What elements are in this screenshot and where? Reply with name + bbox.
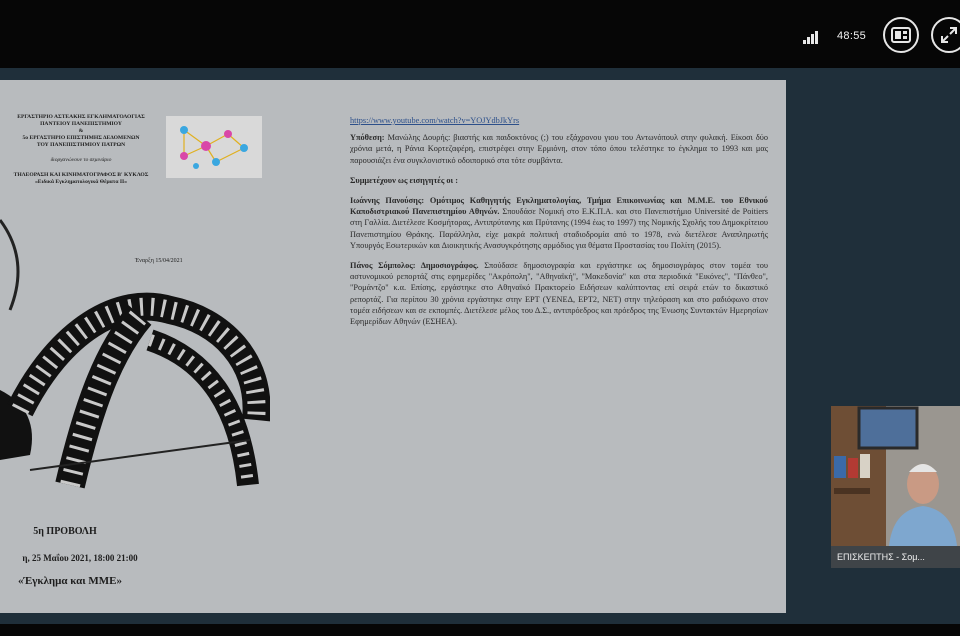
org-header-line: 5ο ΕΡΓΑΣΤΗΡΙΟ ΕΠΙΣΤΗΜΗΣ ΔΕΔΟΜΕΝΩΝ	[22, 135, 140, 141]
screening-theme: «Έγκλημα και ΜΜΕ»	[17, 575, 122, 587]
participants-heading: Συμμετέχουν ως εισηγητές οι :	[350, 175, 458, 185]
bottom-bar	[0, 624, 960, 636]
top-bar	[0, 0, 960, 68]
org-header-line: ΠΑΝΤΕΙΟΥ ΠΑΝΕΠΙΣΤΗΜΙΟΥ	[40, 121, 122, 127]
speaker-1-name: Ιωάννης Πανούσης: Ομότιμος Καθηγητής Εγκληματολογίας, Τμήμα Επικοινωνίας και Μ.Μ.Ε. του Εθνικού Καποδιστριακού Πανεπιστημίου Αθηνών.	[350, 196, 768, 217]
slide-description	[350, 115, 768, 336]
synopsis-label: Υπόθεση:	[350, 133, 385, 143]
speaker-2-name: Πάνος Σόμπολος: Δημοσιογράφος.	[350, 261, 479, 271]
speaker-2-bio: Σπούδασε δημοσιογραφία και εργάστηκε ως δημοσιογράφος στον τομέα του αστυνομικού ρεπορτάζ στις εφημερίδες "Ακρόπολη", "Αθηναϊκή", "Μακεδονία" και στα περιοδικά "Εικόνες", "Πάνθεο", "Ρομάντζο" κ.α. Επίσης, εργάστηκε στο Αθηναϊκό Πρακτορείο Ειδήσεων καλύπτοντας επί σειρά ετών το δικαστικό ρεπορτάζ. Για περίπου 30 χρόνια εργάστηκε στην ΕΡΤ (ΥΕΝΕΔ, ΕΡΤ2, ΝΕΤ) στην τηλεόραση και στο ραδιόφωνο στον τομέα ειδήσεων και σε εκπομπές. Διετέλεσε μέλος του Δ.Σ., αντιπρόεδρος και πρόεδρος της Ένωσης Συντακτών Ημερησίων Εφημερίδων Αθηνών (ΕΣΗΕΑ).	[350, 261, 768, 327]
participant-video-tile[interactable]	[831, 406, 960, 568]
speaker-2-paragraph	[350, 260, 768, 327]
signal-strength-icon	[803, 30, 821, 44]
synopsis-text: Μανώλης Δουρής: βιαστής και παιδοκτόνος (;) του εξάχρονου γιου του Αντωνόπουλ στην φυλακή. Είκοσι δύο χρόνια μετά, η Ράνια Κορτεζαφέρη, επιστρέφει στην Ερμιόνη, στον τόπο όπου τελέστηκε το έγκλημα το 1993 και μας παρουσιάζει ένα συγκλονιστικό οδοιπορικό στα τότε συμβάντα.	[350, 133, 769, 165]
layout-switch-button[interactable]	[883, 17, 919, 53]
fullscreen-icon	[940, 26, 958, 44]
org-header-line: ΕΡΓΑΣΤΗΡΙΟ ΑΣΤΕΑΚΗΣ ΕΓΚΛΗΜΑΤΟΛΟΓΙΑΣ	[17, 114, 145, 120]
youtube-link[interactable]: https://www.youtube.com/watch?v=YOJYdbJkYrs	[350, 116, 520, 125]
speaker-1-bio: Σπουδάσε Νομική στο Ε.Κ.Π.Α. και στο Πανεπιστήμιο Université de Poitiers στη Γαλλία. Διετέλεσε Κοσμήτορας, Αντιπρύτανης και Πρύτανης (1994 έως το 1997) της Νομικής Σχολής του Δημοκρίτειου Πανεπιστημίου Θράκης. Παράλληλα, είχε μακρά πολιτική σταδιοδρομία από το 1978, ενώ διετέλεσε Αναπληρωτής Υπουργός Εσωτερικών και Διοικητικής Ανασυγκρότησης αρμόδιος για θέματα Προστασίας του Πολίτη (2015).	[350, 207, 769, 250]
series-subtitle: «Ειδικά Εγκληματολογικά Θέματα II»	[34, 179, 128, 185]
network-logo	[166, 116, 262, 178]
org-subheader: διοργανώνουν το σεμινάριο	[50, 157, 112, 163]
screening-date: η, 25 Μαΐου 2021, 18:00 21:00	[22, 553, 138, 563]
elapsed-time: 48:55	[837, 30, 867, 42]
participant-name-label: ΕΠΙΣΚΕΠΤΗΣ - Σομ...	[831, 546, 960, 568]
org-header-line: &	[78, 128, 84, 134]
participant-video	[831, 406, 960, 546]
series-title: ΤΗΛΕΟΡΑΣΗ ΚΑΙ ΚΙΝΗΜΑΤΟΓΡΑΦΟΣ Β' ΚΥΚΛΟΣ	[13, 172, 149, 178]
org-header-line: ΤΟΥ ΠΑΝΕΠΙΣΤΗΜΙΟΥ ΠΑΤΡΩΝ	[36, 142, 126, 148]
start-date-label: Έναρξη 15/04/2021	[135, 258, 183, 264]
synopsis-paragraph	[350, 132, 768, 166]
film-reel-illustration	[0, 200, 270, 500]
layout-switch-icon	[891, 27, 911, 43]
screening-number: 5η ΠΡΟΒΟΛΗ	[33, 526, 97, 537]
speaker-1-paragraph	[350, 195, 768, 251]
shared-slide	[0, 80, 786, 613]
fullscreen-button[interactable]	[931, 17, 960, 53]
